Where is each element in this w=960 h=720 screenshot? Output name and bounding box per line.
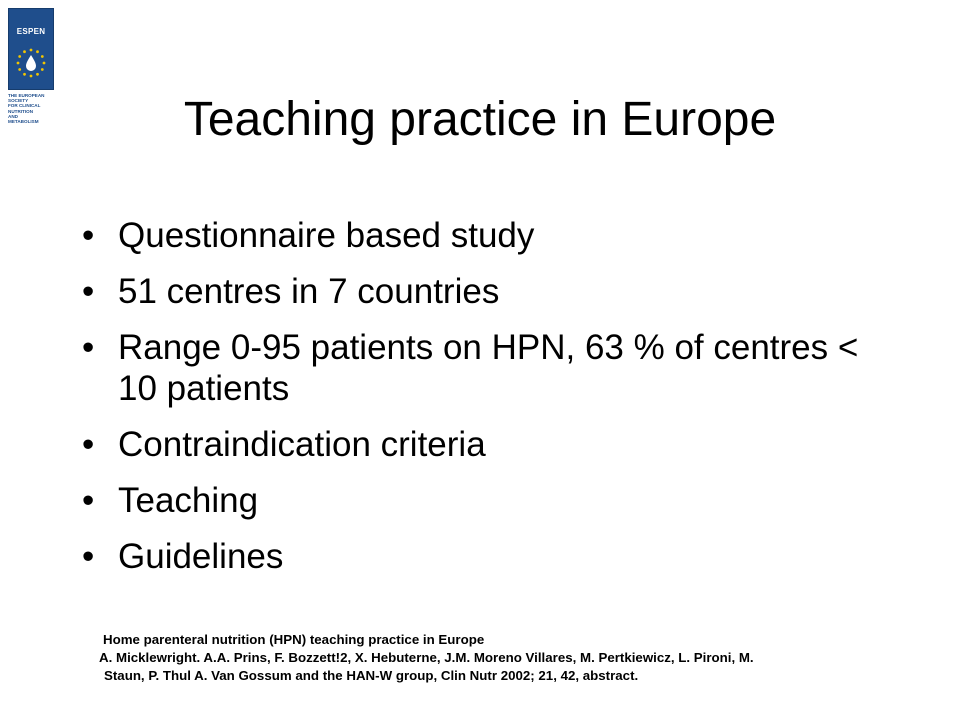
bullet-text: Teaching (118, 481, 259, 520)
bullet-dot-icon: • (82, 272, 95, 311)
bullet-dot-icon: • (82, 425, 95, 464)
bullet-text: Questionnaire based study (118, 216, 535, 255)
bullet-dot-icon: • (82, 328, 95, 367)
stars-droplet-emblem-icon (15, 47, 47, 79)
bullet-text: Range 0-95 patients on HPN, 63 % of centres < 10 patients (118, 328, 859, 408)
bullet-item (82, 215, 862, 256)
bullet-text: Contraindication criteria (118, 425, 486, 464)
bullet-text: 51 centres in 7 countries (118, 272, 500, 311)
reference-citation (99, 631, 923, 685)
logo-tagline: THE EUROPEAN SOCIETY FOR CLINICAL NUTRITION AND METABOLISM (8, 93, 45, 125)
reference-source: Staun, P. Thul A. Van Gossum and the HAN-W group, Clin Nutr 2002; 21, 42, abstract. (104, 668, 639, 683)
bullet-dot-icon: • (82, 481, 95, 520)
bullet-item (82, 327, 862, 409)
bullet-dot-icon: • (82, 537, 95, 576)
bullet-list (82, 215, 862, 592)
bullet-item (82, 271, 862, 312)
slide-title: Teaching practice in Europe (183, 93, 777, 146)
logo-badge (8, 8, 54, 90)
logo-name: ESPEN (16, 27, 46, 36)
reference-authors: A. Micklewright. A.A. Prins, F. Bozzett!2, X. Hebuterne, J.M. Moreno Villares, M. Pertkiewicz, L. Pironi, M. (99, 650, 754, 665)
bullet-item (82, 424, 862, 465)
bullet-text: Guidelines (118, 537, 284, 576)
bullet-item (82, 480, 862, 521)
bullet-item (82, 536, 862, 577)
bullet-dot-icon: • (82, 216, 95, 255)
reference-title: Home parenteral nutrition (HPN) teaching practice in Europe (103, 632, 485, 647)
